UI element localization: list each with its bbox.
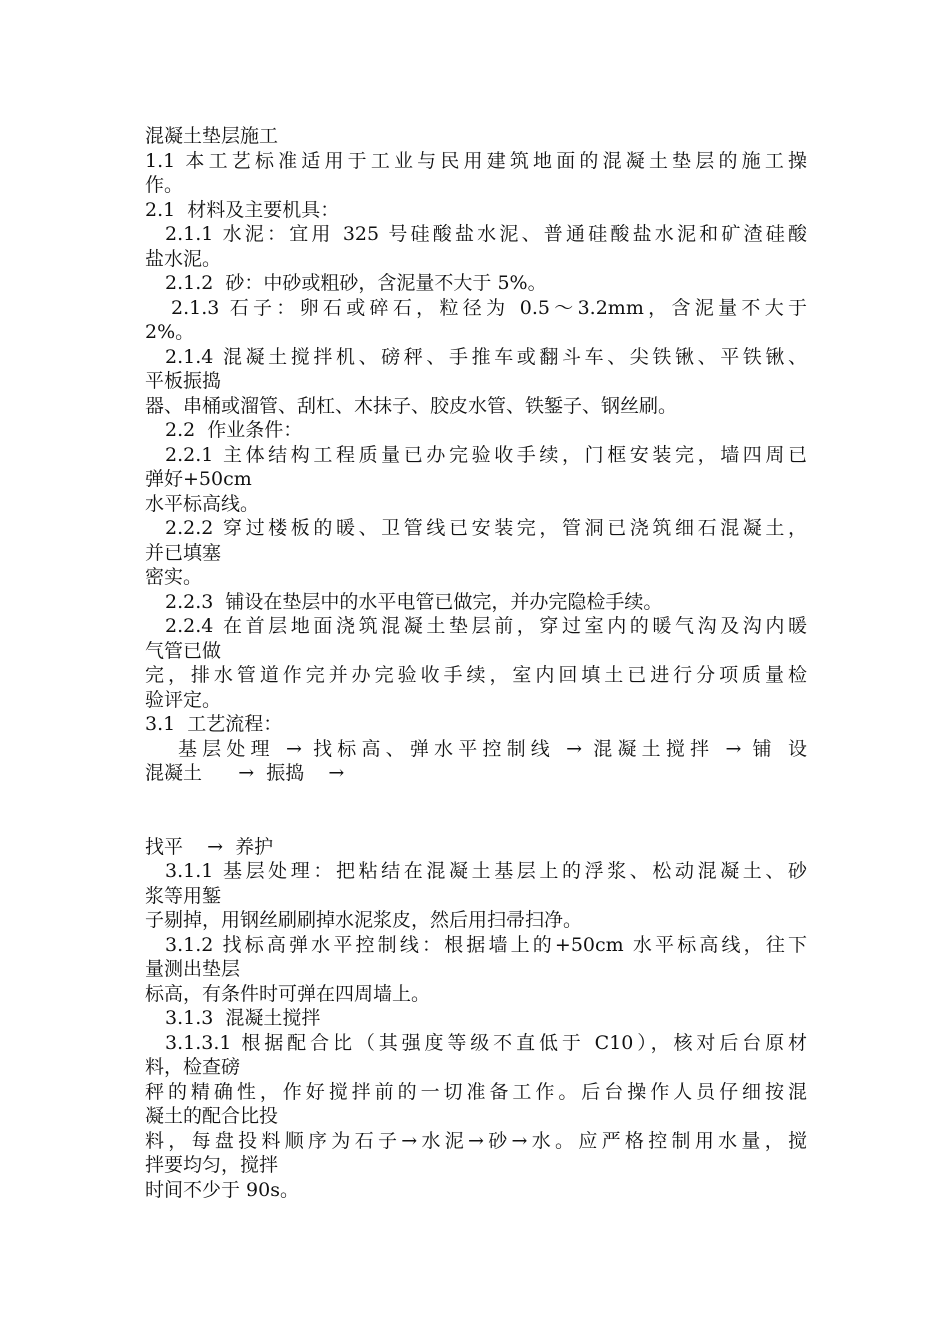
item-2-1-1: 2.1.1 水泥：宜用 325 号硅酸盐水泥、普通硅酸盐水泥和矿渣硅酸 <box>165 223 807 245</box>
item-2-2-3: 2.2.3 铺设在垫层中的水平电管已做完，并办完隐检手续。 <box>165 590 663 613</box>
text-line: 并已填塞 <box>145 541 222 564</box>
section-3-1-heading: 3.1 工艺流程： <box>145 713 283 735</box>
text-line: 子剔掉，用钢丝刷刷掉水泥浆皮，然后用扫帚扫净。 <box>145 909 583 931</box>
section-2-2-heading: 2.2 作业条件： <box>165 419 303 441</box>
text-line: 器、串桶或溜管、刮杠、木抹子、胶皮水管、铁錾子、钢丝刷。 <box>145 394 678 417</box>
item-2-2-2: 2.2.2 穿过楼板的暖、卫管线已安装完，管洞已浇筑细石混凝土， <box>165 517 807 539</box>
item-2-2-4: 2.2.4 在首层地面浇筑混凝土垫层前，穿过室内的暖气沟及沟内暖 <box>165 615 807 637</box>
text-line: 完，排水管道作完并办完验收手续，室内回填土已进行分项质量检 <box>145 664 807 686</box>
process-flow-cont: 混凝土 → 振捣 → <box>145 762 345 784</box>
text-line: 弹好+50cm <box>145 468 252 490</box>
text-line: 秤的精确性，作好搅拌前的一切准备工作。后台操作人员仔细按混 <box>145 1080 807 1103</box>
text-line: 拌要均匀，搅拌 <box>145 1154 279 1176</box>
item-3-1-3: 3.1.3 混凝土搅拌 <box>165 1007 321 1029</box>
blank-gap <box>145 786 807 835</box>
item-3-1-1: 3.1.1 基层处理：把粘结在混凝土基层上的浮浆、松动混凝土、砂 <box>165 860 807 882</box>
text-line: 盐水泥。 <box>145 247 222 270</box>
section-1-1: 1.1 本工艺标准适用于工业与民用建筑地面的混凝土垫层的施工操 <box>145 149 807 172</box>
item-3-1-3-1: 3.1.3.1 根据配合比（其强度等级不直低于 C10），核对后台原材 <box>165 1031 807 1054</box>
text-line: 2%。 <box>145 321 195 343</box>
text-line: 标高，有条件时可弹在四周墙上。 <box>145 982 431 1005</box>
text-line: 水平标高线。 <box>145 492 260 515</box>
text-line: 料，检查磅 <box>145 1056 241 1078</box>
process-flow-end: 找平 → 养护 <box>145 835 274 858</box>
text-line: 验评定。 <box>145 688 222 711</box>
text-line: 密实。 <box>145 566 203 588</box>
text-line: 浆等用錾 <box>145 884 222 907</box>
process-flow: 基层处理 → 找标高、弹水平控制线 → 混凝土搅拌 → 铺 设 <box>178 737 807 760</box>
text-line: 平板振捣 <box>145 370 222 392</box>
text-line: 作。 <box>145 174 184 196</box>
text-line: 时间不少于 90s。 <box>145 1178 299 1201</box>
text-line: 气管已做 <box>145 639 222 662</box>
item-3-1-2: 3.1.2 找标高弹水平控制线：根据墙上的+50cm 水平标高线，往下 <box>165 933 807 956</box>
item-2-1-3: 2.1.3 石子：卵石或碎石，粒径为 0.5～3.2mm，含泥量不大于 <box>171 296 807 319</box>
item-2-2-1: 2.2.1 主体结构工程质量已办完验收手续，门框安装完，墙四周已 <box>165 443 807 466</box>
document-body <box>145 124 807 1202</box>
text-line: 料，每盘投料顺序为石子→水泥→砂→水。应严格控制用水量，搅 <box>145 1129 807 1152</box>
item-2-1-2: 2.1.2 砂：中砂或粗砂，含泥量不大于 5%。 <box>165 272 547 294</box>
section-2-1-heading: 2.1 材料及主要机具： <box>145 198 340 221</box>
item-2-1-4: 2.1.4 混凝土搅拌机、磅秤、手推车或翻斗车、尖铁锹、平铁锹、 <box>165 345 807 368</box>
text-line: 凝土的配合比投 <box>145 1105 279 1127</box>
document-title: 混凝土垫层施工 <box>145 125 279 147</box>
text-line: 量测出垫层 <box>145 958 241 980</box>
